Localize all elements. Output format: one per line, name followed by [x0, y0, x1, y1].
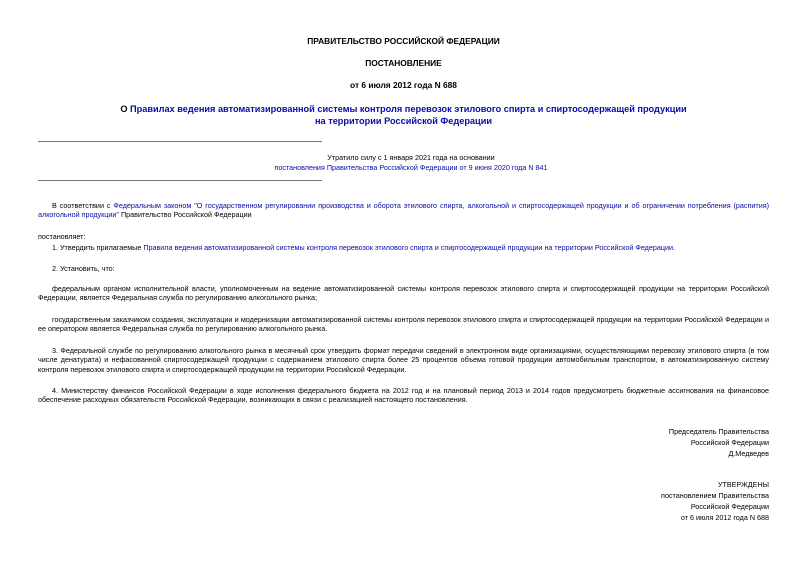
divider-bottom	[38, 180, 322, 181]
approval-title: УТВЕРЖДЕНЫ	[717, 480, 769, 489]
item-2: 2. Установить, что:	[52, 264, 115, 273]
document-title	[38, 104, 769, 128]
item-2b: государственным заказчиком создания, эксплуатации и модернизации автоматизированной системы контроля перевозок этилового спирта и спиртосодержащей продукции на территории Российской Федерации и ее оператором является Федеральная служба по регулированию алкогольного рынка.	[38, 315, 769, 334]
approval-line1: постановлением Правительства	[661, 491, 769, 501]
signature-block	[509, 426, 769, 459]
approval-block	[509, 479, 769, 524]
item-1	[38, 243, 769, 252]
status-note-link[interactable]: постановления Правительства Российской Федерации от 9 июня 2020 года N 841	[274, 163, 548, 173]
rules-link[interactable]: Правила ведения автоматизированной системы контроля перевозок этилового спирта и спиртосодержащей продукции на территории Российской Федерации	[143, 243, 674, 252]
resolves-word: постановляет:	[38, 232, 86, 241]
signature-title: Председатель Правительства	[668, 427, 769, 436]
preamble-text-end: Правительство Российской Федерации	[119, 210, 252, 220]
status-note-text: Утратило силу с 1 января 2021 года на основании	[327, 153, 495, 162]
title-link-line2[interactable]: на территории Российской Федерации	[314, 115, 492, 126]
government-heading: ПРАВИТЕЛЬСТВО РОССИЙСКОЙ ФЕДЕРАЦИИ	[307, 36, 500, 46]
item-1-end: .	[673, 243, 676, 252]
document-page	[38, 0, 769, 571]
item-1-text: 1. Утвердить прилагаемые	[52, 243, 144, 252]
title-prefix: О	[120, 104, 131, 114]
item-2a: федеральным органом исполнительной власти, уполномоченным на ведение автоматизированной системы контроля перевозок этилового спирта и спиртосодержащей продукции на территории Российской Федерации, является Федеральная служба по регулированию алкогольного рынка;	[38, 284, 769, 303]
signature-org: Российской Федерации	[690, 438, 769, 448]
divider-top	[38, 141, 322, 142]
signature-name: Д.Медведев	[728, 449, 769, 459]
item-3: 3. Федеральной службе по регулированию алкогольного рынка в месячный срок утвердить формат передачи сведений в электронном виде организациями, осуществляющими перевозку этилового спирта (в том числе денатурата) и нефасованной спиртосодержащей продукции с содержанием этилового спирта более 25 процентов объема готовой продукции автомобильным транспортом, в автоматизированную систему контроля перевозок этилового спирта и спиртосодержащей продукции на территории Российской Федерации.	[38, 346, 769, 374]
preamble-paragraph	[38, 201, 769, 220]
approval-line2: Российской Федерации	[690, 502, 769, 512]
item-4: 4. Министерству финансов Российской Федерации в ходе исполнения федерального бюджета на 2012 год и на плановый период 2013 и 2014 годов предусмотреть бюджетные ассигнования на финансовое обеспечение расходных обязательств Российской Федерации, возникающих в связи с реализацией настоящего постановления.	[38, 386, 769, 405]
document-type: ПОСТАНОВЛЕНИЕ	[365, 58, 442, 68]
approval-line3: от 6 июля 2012 года N 688	[680, 513, 769, 523]
title-link-line1[interactable]: Правилах ведения автоматизированной системы контроля перевозок этилового спирта и спиртосодержащей продукции	[130, 104, 687, 114]
federal-law-link[interactable]: Федеральным законом "О государственном регулировании производства и оборота этилового спирта, алкогольной и спиртосодержащей продукции и об ограничении потребления (распития) алкогольной продукции"	[38, 201, 769, 220]
preamble-text: В соответствии с	[52, 201, 114, 210]
status-note	[266, 153, 556, 174]
document-date: от 6 июля 2012 года N 688	[350, 80, 457, 90]
